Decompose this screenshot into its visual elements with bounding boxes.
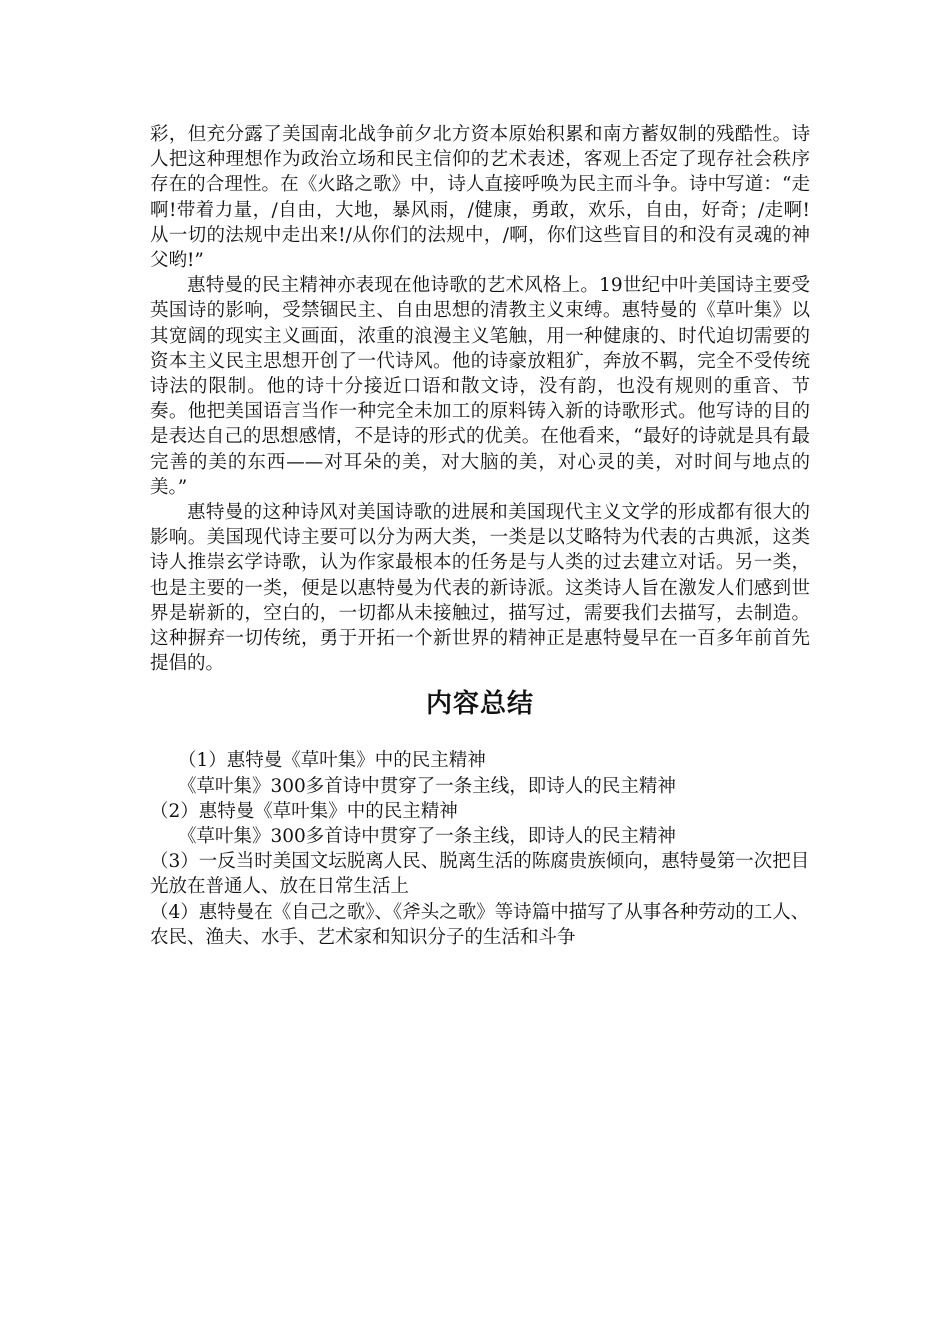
article-body	[150, 122, 810, 676]
article-paragraph: 惠特曼的民主精神亦表现在他诗歌的艺术风格上。19世纪中叶美国诗主要受英国诗的影响，受禁锢民主、自由思想的清教主义束缚。惠特曼的《草叶集》以其宽阔的现实主义画面，浓重的浪漫主义笔触，用一种健康的、时代迫切需要的资本主义民主思想开创了一代诗风。他的诗豪放粗犷，奔放不羁，完全不受传统诗法的限制。他的诗十分接近口语和散文诗，没有韵，也没有规则的重音、节奏。他把美国语言当作一种完全未加工的原料铸入新的诗歌形式。他写诗的目的是表达自己的思想感情，不是诗的形式的优美。在他看来，“最好的诗就是具有最完善的美的东西——对耳朵的美，对大脑的美，对心灵的美，对时间与地点的美。”	[150, 275, 810, 498]
article-paragraph: 惠特曼的这种诗风对美国诗歌的进展和美国现代主义文学的形成都有很大的影响。美国现代诗主要可以分为两大类，一类是以艾略特为代表的古典派，这类诗人推崇玄学诗歌，认为作家最根本的任务是与人类的过去建立对话。另一类，也是主要的一类，便是以惠特曼为代表的新诗派。这类诗人旨在激发人们感到世界是崭新的，空白的，一切都从未接触过，描写过，需要我们去描写，去制造。这种摒弃一切传统，勇于开拓一个新世界的精神正是惠特曼早在一百多年前首先提倡的。	[150, 502, 810, 675]
summary-item: （3）一反当时美国文坛脱离人民、脱离生活的陈腐贵族倾向，惠特曼第一次把目光放在普通人、放在日常生活上	[150, 851, 810, 898]
summary-list	[150, 748, 810, 950]
document-page	[150, 122, 810, 950]
summary-item: （2）惠特曼《草叶集》中的民主精神	[150, 800, 458, 822]
summary-item: （4）惠特曼在《自己之歌》、《斧头之歌》等诗篇中描写了从事各种劳动的工人、农民、渔夫、水手、艺术家和知识分子的生活和斗争	[150, 901, 810, 948]
summary-item: 《草叶集》300多首诗中贯穿了一条主线，即诗人的民主精神	[178, 775, 676, 797]
summary-item: （1）惠特曼《草叶集》中的民主精神	[178, 750, 486, 772]
summary-heading: 内容总结	[425, 689, 534, 720]
summary-item: 《草叶集》300多首诗中贯穿了一条主线，即诗人的民主精神	[178, 826, 676, 848]
article-paragraph: 彩，但充分露了美国南北战争前夕北方资本原始积累和南方蓄奴制的残酷性。诗人把这种理想作为政治立场和民主信仰的艺术表述，客观上否定了现存社会秩序存在的合理性。在《火路之歌》中，诗人直接呼唤为民主而斗争。诗中写道：“走啊!带着力量，/自由，大地，暴风雨，/健康，勇敢，欢乐，自由，好奇；/走啊!从一切的法规中走出来!/从你们的法规中，/啊，你们这些盲目的和没有灵魂的神父哟!”	[150, 124, 810, 272]
